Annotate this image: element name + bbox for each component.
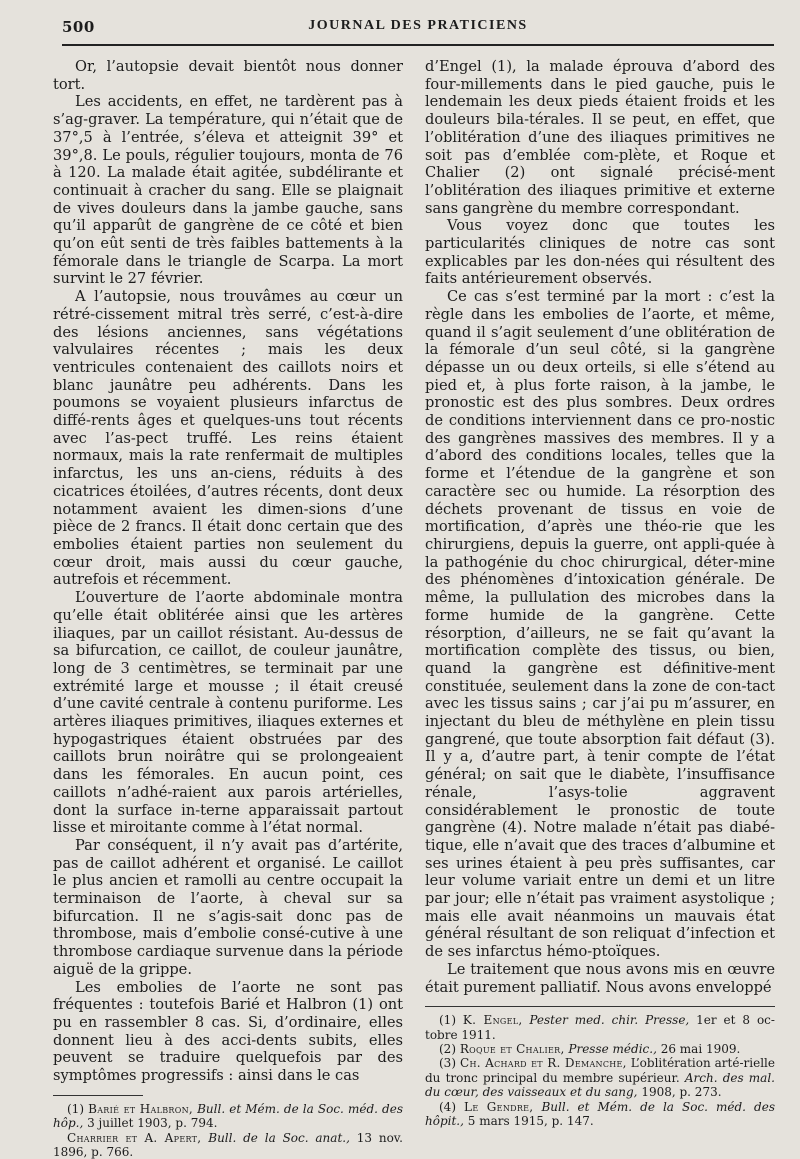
page-header bbox=[62, 18, 774, 42]
paragraph: d’Engel (1), la malade éprouva d’abord des four-millements dans le pied gauche, puis le lendemain les deux pieds étaient froids et les douleurs bila-térales. Il se peut, en effet, que l’oblitération d’une des iliaques primitives ne soit pas d’emblée com-plète, et Roque et Chalier (2) ont signalé précisé-ment l’oblitération des iliaques primitive et externe sans gangrène du membre correspondant. bbox=[425, 58, 775, 217]
text-columns bbox=[53, 58, 777, 1159]
footnote: (3) Ch. Achard et R. Demanche, L’oblitération arté-rielle du tronc principal du membre supérieur. Arch. des mal. du cœur, des vaisseaux et du sang, 1908, p. 273. bbox=[425, 1056, 775, 1100]
paragraph: Les embolies de l’aorte ne sont pas fréquentes : toutefois Barié et Halbron (1) ont pu en rassembler 8 cas. Si, d’ordinaire, elles donnent lieu à des acci-dents subits, elles peuvent se traduire quelquefois par des symptômes progressifs : ainsi dans le cas bbox=[53, 978, 403, 1085]
footnote: Charrier et A. Apert, Bull. de la Soc. anat., 13 nov. 1896, p. 766. bbox=[53, 1130, 403, 1159]
paragraph: A l’autopsie, nous trouvâmes au cœur un rétré-cissement mitral très serré, c’est-à-dire des lésions anciennes, sans végétations valvulaires récentes ; mais les deux ventricules contenaient des caillots noirs et blanc jaunâtre peu adhérents. Dans les poumons se voyaient plusieurs infarctus de diffé-rents âges et quelques-uns tout récents avec l’as-pect truffé. Les reins étaient normaux, mais la rate renfermait de multiples infarctus, les uns an-ciens, réduits à des cicatrices étoilées, d’autres récents, dont deux notamment avaient les dimen-sions d’une pièce de 2 francs. Il était donc certain que des embolies étaient parties non seulement du cœur droit, mais aussi du cœur gauche, autrefois et récemment. bbox=[53, 288, 403, 589]
paragraph: Ce cas s’est terminé par la mort : c’est la règle dans les embolies de l’aorte, et même, quand il s’agit seulement d’une oblitération de la fémorale d’un seul côté, si la gangrène dépasse un ou deux orteils, si elle s’étend au pied et, à plus forte raison, à la jambe, le pronostic est des plus sombres. Deux ordres de conditions interviennent dans ce pro-nostic des gangrènes massives des membres. Il y a d’abord des conditions locales, telles que la forme et l’étendue de la gangrène et son caractère sec ou humide. La résorption des déchets provenant de tissus en voie de mortification, d’après une théo-rie que les chirurgiens, depuis la guerre, ont appli-quée à la pathogénie du choc chirurgical, déter-mine des phénomènes d’intoxication générale. De même, la pullulation des microbes dans la forme humide de la gangrène. Cette résorption, d’ailleurs, ne se fait qu’avant la mortification complète des tissus, ou bien, quand la gangrène est définitive-ment constituée, seulement dans la zone de con-tact avec les tissus sains ; car j’ai pu m’assurer, en injectant du bleu de méthylène en plein tissu gangrené, que toute absorption fait défaut (3). Il y a, d’autre part, à tenir compte de l’état général; on sait que le diabète, l’insuffisance rénale, l’asys-tolie aggravent considérablement le pronostic de toute gangrène (4). Notre malade n’était pas diabé-tique, elle n’avait que des traces d’albumine et ses urines étaient à peu près suffisantes, car leur volume variait entre un demi et un litre par jour; elle n’était pas vraiment asystolique ; mais elle avait néanmoins un mauvais état général résultant de son reliquat d’infection et de ses infarctus hémo-ptoïques. bbox=[425, 288, 775, 961]
footnote-rule bbox=[425, 1006, 775, 1007]
paragraph: Or, l’autopsie devait bientôt nous donner tort. bbox=[53, 58, 403, 93]
paragraph: Par conséquent, il n’y avait pas d’artérite, pas de caillot adhérent et organisé. Le caillot le plus ancien et ramolli au centre occupait la terminaison de l’aorte, à cheval sur sa bifurcation. Il ne s’agis-sait donc pas de thrombose, mais d’embolie consé-cutive à une thrombose cardiaque survenue dans la période aiguë de la grippe. bbox=[53, 836, 403, 978]
footnote-rule bbox=[53, 1095, 143, 1096]
footnotes-right bbox=[425, 1013, 775, 1128]
running-title: JOURNAL DES PRATICIENS bbox=[308, 18, 528, 33]
paragraph: Vous voyez donc que toutes les particularités cliniques de notre cas sont explicables par les don-nées qui résultent des faits antérieurement observés. bbox=[425, 217, 775, 288]
left-column bbox=[53, 58, 403, 1159]
paragraph: Les accidents, en effet, ne tardèrent pas à s’ag-graver. La température, qui n’était que de 37°,5 à l’entrée, s’éleva et atteignit 39° et 39°,8. Le pouls, régulier toujours, monta de 76 à 120. La malade était agitée, subdélirante et continuait à cracher du sang. Elle se plaignait de vives douleurs dans la jambe gauche, sans qu’il apparût de gangrène de ce côté et bien qu’on eût senti de très faibles battements à la fémorale dans le triangle de Scarpa. La mort survint le 27 février. bbox=[53, 93, 403, 288]
footnote: (4) Le Gendre, Bull. et Mém. de la Soc. méd. des hôpit., 5 mars 1915, p. 147. bbox=[425, 1099, 775, 1129]
right-column bbox=[425, 58, 775, 1129]
paragraph: L’ouverture de l’aorte abdominale montra qu’elle était oblitérée ainsi que les artères iliaques, par un caillot résistant. Au-dessus de sa bifurcation, ce caillot, de couleur jaunâtre, long de 3 centimètres, se terminait par une extrémité large et mousse ; il était creusé d’une cavité centrale à contenu puriforme. Les artères iliaques primitives, iliaques externes et hypogastriques étaient obstruées par des caillots brun noirâtre qui se prolongeaient dans les fémorales. En aucun point, ces caillots n’adhé-raient aux parois artérielles, dont la surface in-terne apparaissait partout lisse et miroitante comme à l’état normal. bbox=[53, 589, 403, 837]
footnotes-left bbox=[53, 1102, 403, 1159]
paragraph: Le traitement que nous avons mis en œuvre était purement palliatif. Nous avons enveloppé bbox=[425, 960, 775, 996]
page-number: 500 bbox=[62, 18, 95, 36]
header-rule bbox=[62, 44, 774, 46]
footnote: (1) Barié et Halbron, Bull. et Mém. de la Soc. méd. des hôp., 3 juillet 1903, p. 794. bbox=[53, 1101, 403, 1131]
footnote: (2) Roque et Chalier, Presse médic., 26 mai 1909. bbox=[439, 1042, 741, 1057]
footnote: (1) K. Engel, Pester med. chir. Presse, 1er et 8 oc-tobre 1911. bbox=[425, 1013, 775, 1042]
